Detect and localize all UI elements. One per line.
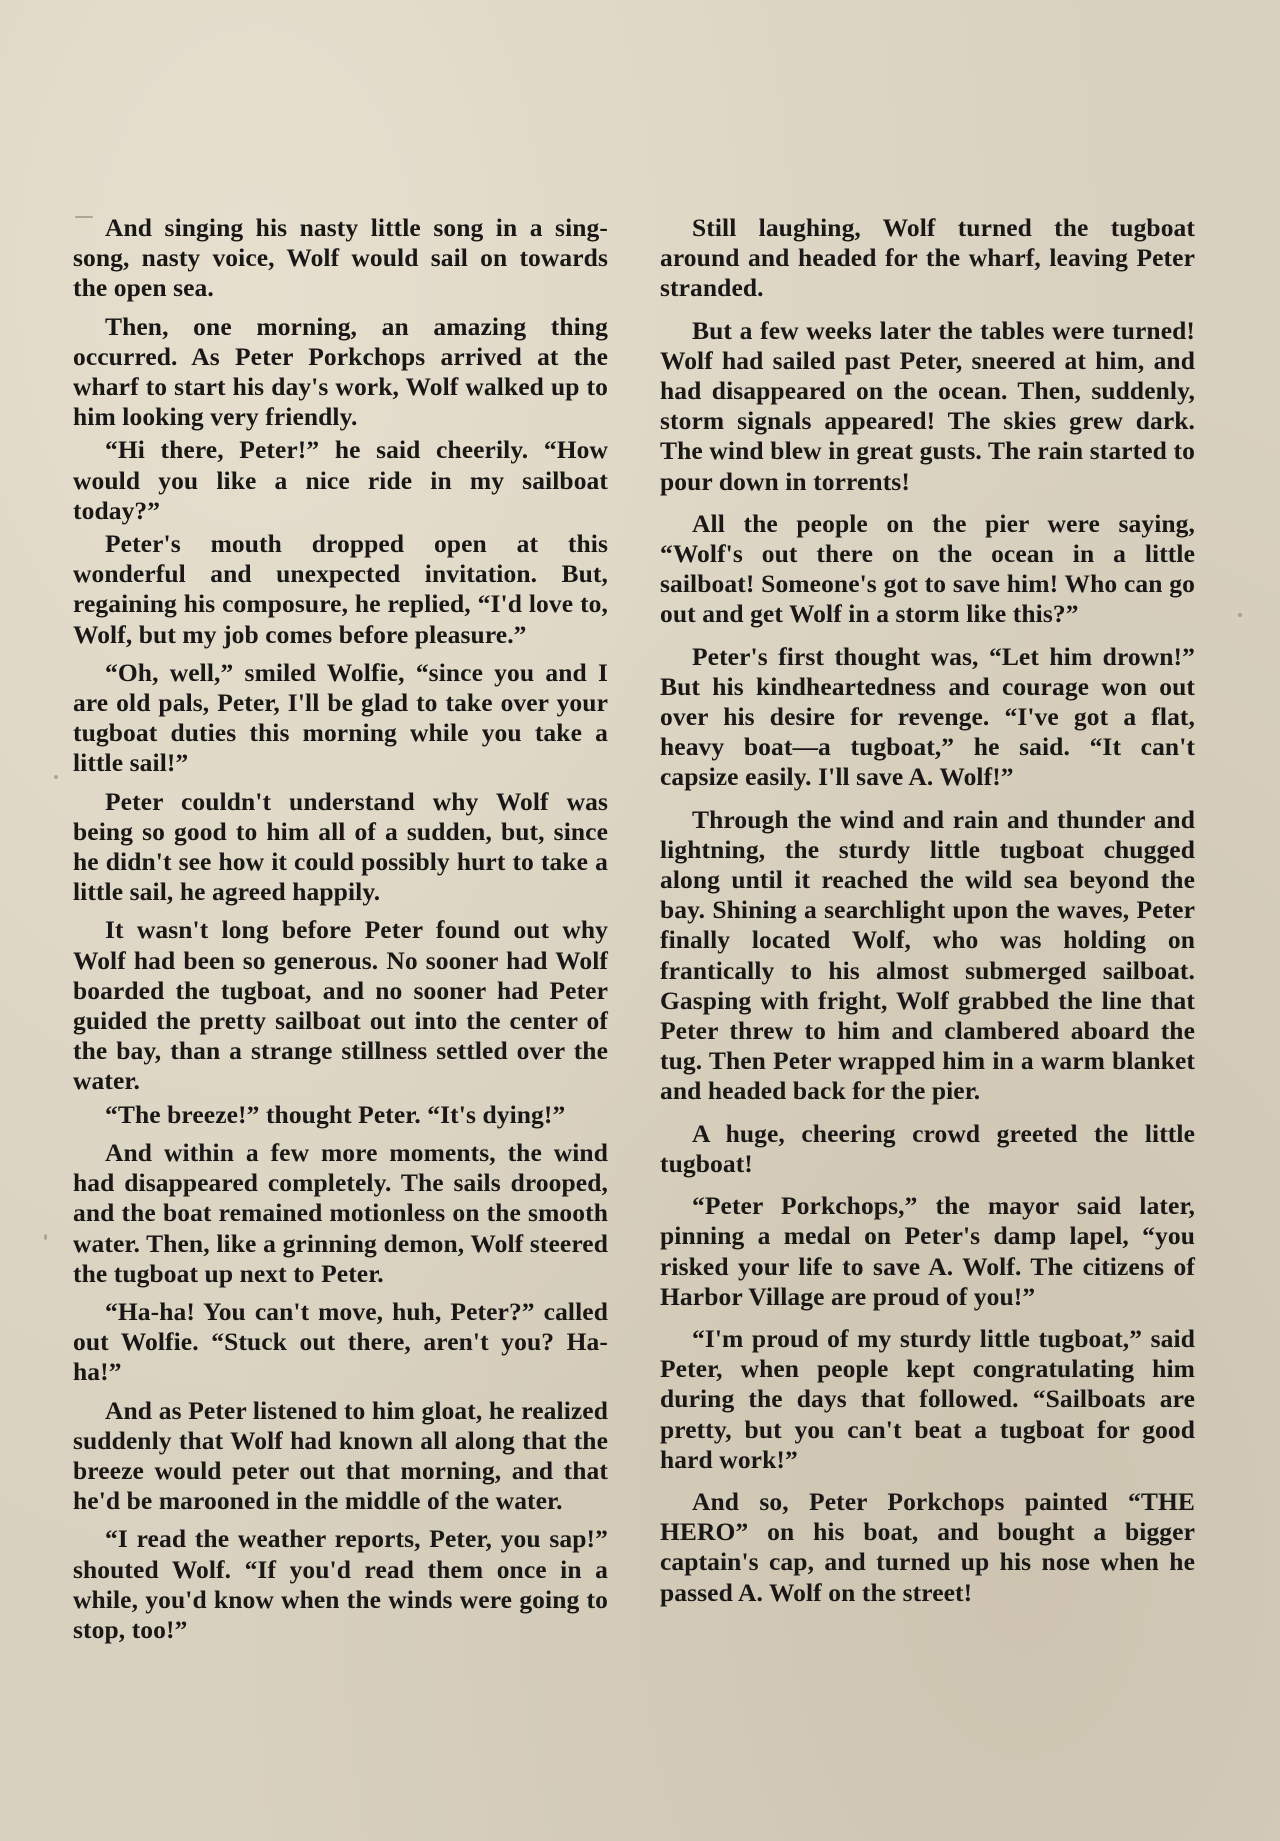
paragraph: And as Peter listened to him gloat, he realized suddenly that Wolf had known all along that the breeze would peter out that morning, and that he'd be marooned in the middle of the water.: [73, 1395, 608, 1516]
paragraph: And singing his nasty little song in a sing-song, nasty voice, Wolf would sail on towards the open sea.: [73, 213, 608, 303]
paragraph: And within a few more moments, the wind had disappeared completely. The sails drooped, and the boat remained motionless on the smooth water. Then, like a grinning demon, Wolf steered the tugboat up next to Peter.: [73, 1137, 608, 1288]
ink-speck: [44, 1234, 47, 1240]
paragraph: “Hi there, Peter!” he said cheerily. “How would you like a nice ride in my sailboat today?”: [73, 435, 608, 525]
paragraph: “Ha-ha! You can't move, huh, Peter?” called out Wolfie. “Stuck out there, aren't you? Ha-ha!”: [73, 1296, 608, 1387]
paragraph: All the people on the pier were saying, “Wolf's out there on the ocean in a little sailboat! Someone's got to save him! Who can go out and get Wolf in a storm like this?”: [660, 508, 1195, 629]
ink-speck: [54, 775, 58, 779]
paragraph: Through the wind and rain and thunder and lightning, the sturdy little tugboat chugged along until it reached the wild sea beyond the bay. Shining a searchlight upon the waves, Peter finally located Wolf, who was holding on frantically to his almost submerged sailboat. Gasping with fright, Wolf grabbed the line that Peter threw to him and clambered aboard the tug. Then Peter wrapped him in a warm blanket and headed back for the pier.: [660, 804, 1195, 1106]
paragraph: It wasn't long before Peter found out why Wolf had been so generous. No sooner had Wolf boarded the tugboat, and no sooner had Peter guided the pretty sailboat out into the center of the bay, than a strange stillness settled over the water.: [73, 915, 608, 1096]
paragraph: “Oh, well,” smiled Wolfie, “since you and I are old pals, Peter, I'll be glad to take over your tugboat duties this morning while you take a little sail!”: [73, 657, 608, 778]
left-text-column: [73, 213, 608, 1653]
paragraph: A huge, cheering crowd greeted the little tugboat!: [660, 1118, 1195, 1178]
paragraph: But a few weeks later the tables were turned! Wolf had sailed past Peter, sneered at him, and had disappeared on the ocean. Then, suddenly, storm signals appeared! The skies grew dark. The wind blew in great gusts. The rain started to pour down in torrents!: [660, 315, 1195, 496]
paragraph: Then, one morning, an amazing thing occurred. As Peter Porkchops arrived at the wharf to start his day's work, Wolf walked up to him looking very friendly.: [73, 311, 608, 432]
paragraph: “I read the weather reports, Peter, you sap!” shouted Wolf. “If you'd read them once in a while, you'd know when the winds were going to stop, too!”: [73, 1524, 608, 1644]
paragraph: Peter's mouth dropped open at this wonderful and unexpected invitation. But, regaining his composure, he replied, “I'd love to, Wolf, but my job comes before pleasure.”: [73, 529, 608, 649]
ink-speck: [1238, 613, 1242, 617]
paragraph: Peter's first thought was, “Let him drown!” But his kindheartedness and courage won out over his desire for revenge. “I've got a flat, heavy boat—a tugboat,” he said. “It can't capsize easily. I'll save A. Wolf!”: [660, 641, 1195, 792]
paragraph: Still laughing, Wolf turned the tugboat around and headed for the wharf, leaving Peter stranded.: [660, 213, 1195, 303]
right-text-column: [660, 213, 1195, 1620]
paragraph: “I'm proud of my sturdy little tugboat,” said Peter, when people kept congratulating him during the days that followed. “Sailboats are pretty, but you can't beat a tugboat for good hard work!”: [660, 1323, 1195, 1474]
paragraph: And so, Peter Porkchops painted “THE HERO” on his boat, and bought a bigger captain's cap, and turned up his nose when he passed A. Wolf on the street!: [660, 1486, 1195, 1607]
paragraph: “The breeze!” thought Peter. “It's dying!”: [105, 1099, 566, 1129]
paragraph: Peter couldn't understand why Wolf was being so good to him all of a sudden, but, since he didn't see how it could possibly hurt to take a little sail, he agreed happily.: [73, 786, 608, 907]
paragraph: “Peter Porkchops,” the mayor said later, pinning a medal on Peter's damp lapel, “you risked your life to save A. Wolf. The citizens of Harbor Village are proud of you!”: [660, 1191, 1195, 1311]
ink-speck: [75, 216, 93, 218]
